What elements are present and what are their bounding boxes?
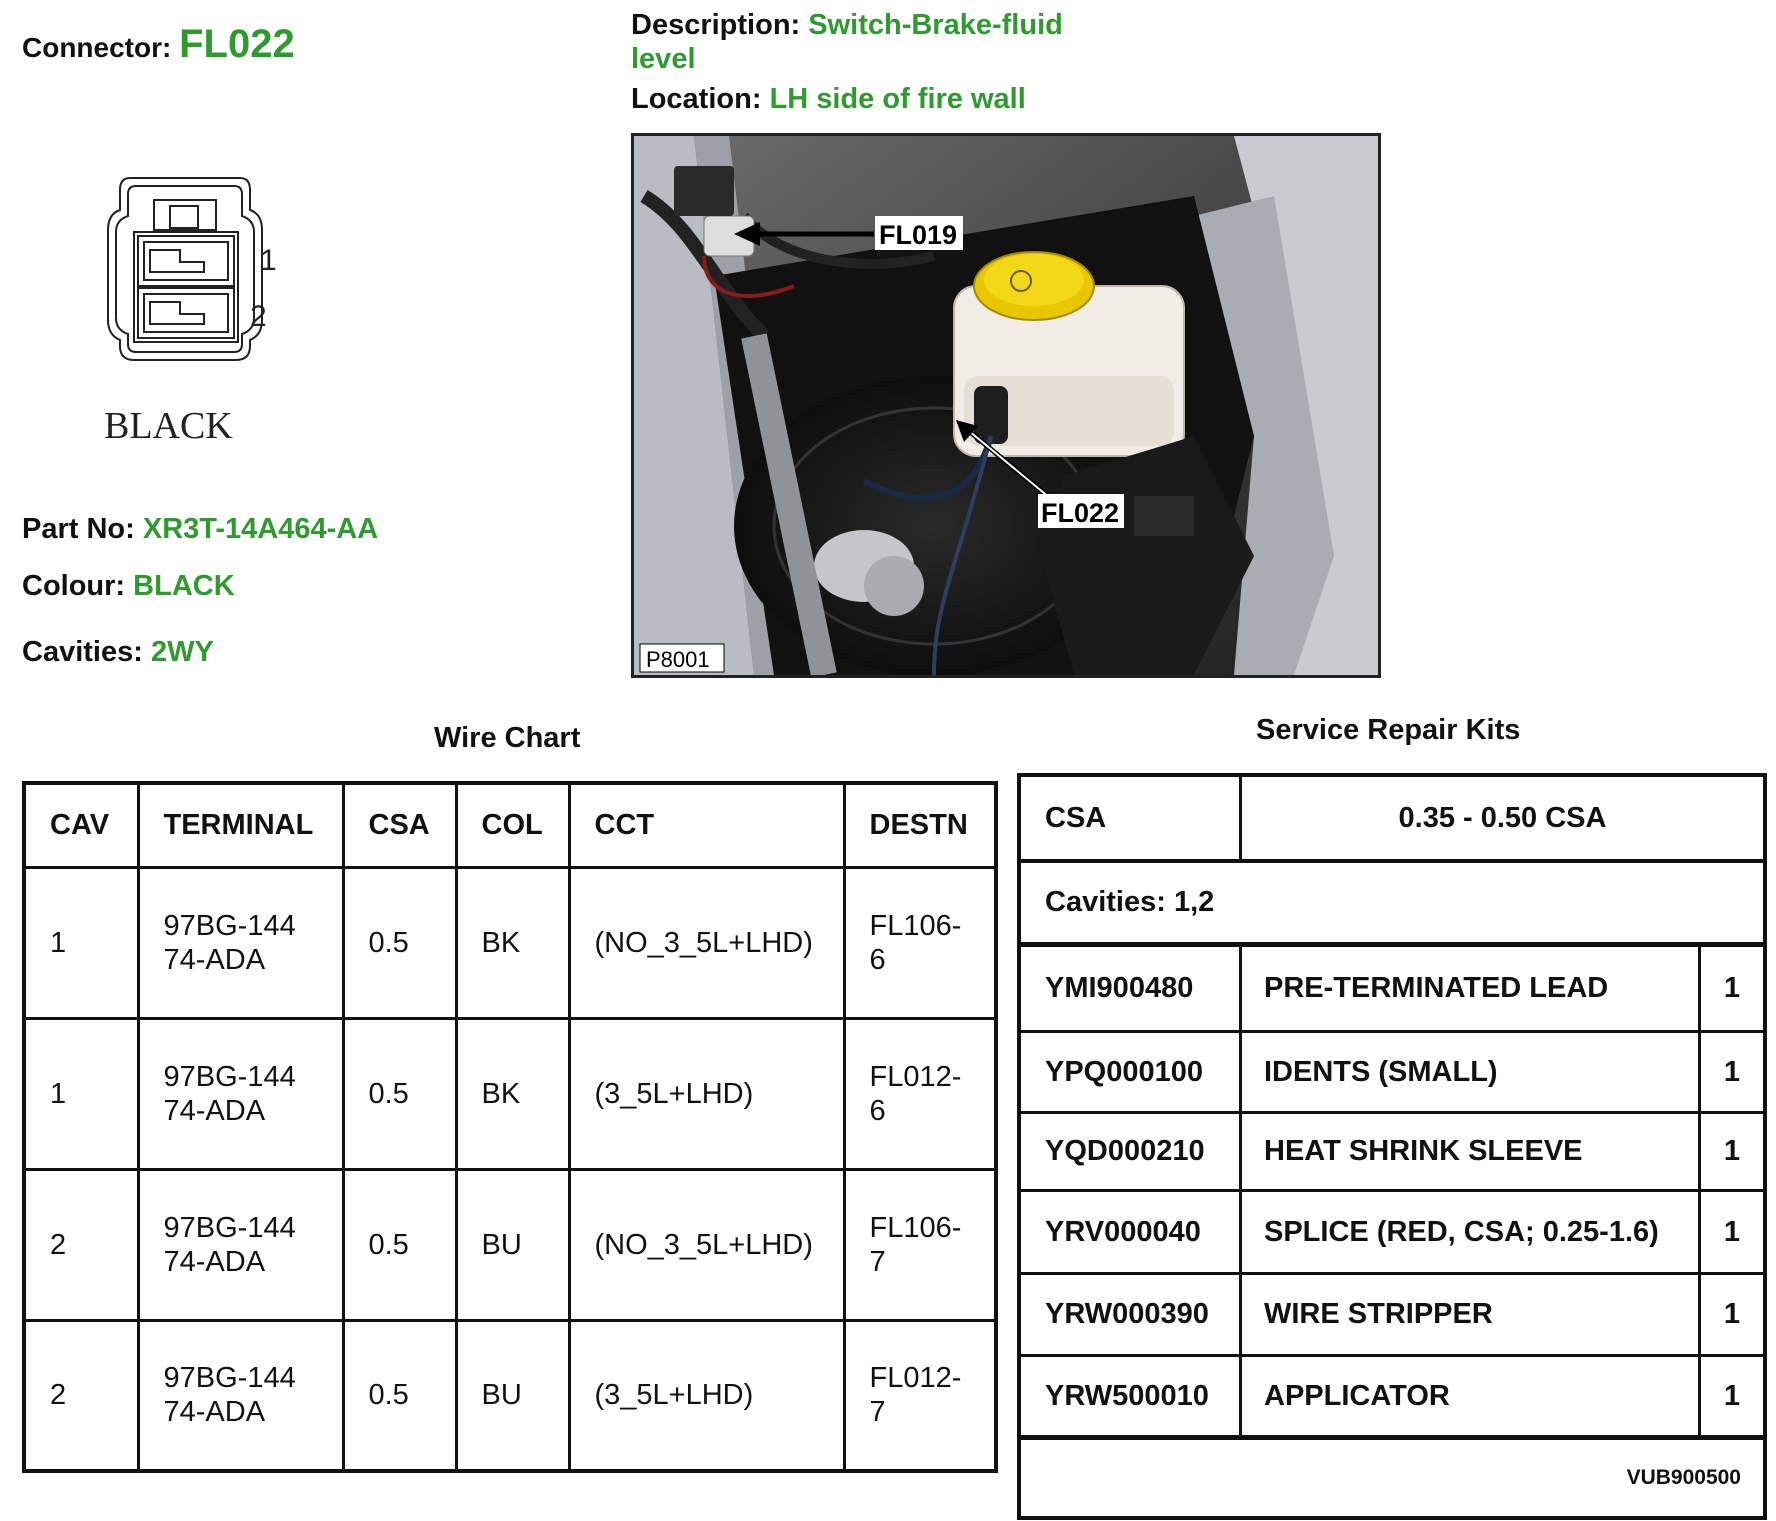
kit-code: YRV000040 bbox=[1045, 1215, 1201, 1248]
kit-description: SPLICE (RED, CSA; 0.25-1.6) bbox=[1264, 1215, 1659, 1248]
cell-csa: 0.5 bbox=[343, 1320, 456, 1471]
cell-col: BK bbox=[456, 1018, 569, 1169]
kit-code: YPQ000100 bbox=[1045, 1055, 1204, 1088]
service-kits-table bbox=[1017, 773, 1767, 1520]
column-header-destn: DESTN bbox=[844, 783, 996, 867]
kit-description: IDENTS (SMALL) bbox=[1264, 1055, 1498, 1088]
cell-col: BK bbox=[456, 867, 569, 1018]
pin-label-2: 2 bbox=[250, 300, 267, 333]
cell-col: BU bbox=[456, 1320, 569, 1471]
kit-footer bbox=[1021, 1440, 1763, 1516]
wire-chart-header-row bbox=[24, 783, 996, 867]
kit-code: YQD000210 bbox=[1045, 1135, 1205, 1167]
table-row bbox=[24, 1018, 996, 1169]
callout-label-fl019: FL019 bbox=[879, 220, 958, 250]
cell-cav: 1 bbox=[24, 1018, 138, 1169]
cell-csa: 0.5 bbox=[343, 867, 456, 1018]
kit-footer-code: VUB900500 bbox=[1626, 1466, 1741, 1489]
cavities-label: Cavities: bbox=[22, 636, 143, 668]
list-item bbox=[1021, 1033, 1763, 1111]
part-number-label: Part No: bbox=[22, 513, 135, 545]
cell-destn: FL012-7 bbox=[844, 1320, 996, 1471]
list-item bbox=[1021, 1275, 1763, 1354]
kit-code: YRW500010 bbox=[1045, 1379, 1209, 1412]
kit-description: APPLICATOR bbox=[1264, 1379, 1450, 1412]
colour-value: BLACK bbox=[133, 570, 235, 602]
cell-destn: FL106-7 bbox=[844, 1169, 996, 1320]
kit-cavities-text: Cavities: 1,2 bbox=[1045, 886, 1215, 918]
location-label: Location: bbox=[631, 83, 762, 115]
csa-range: 0.35 - 0.50 CSA bbox=[1398, 801, 1607, 834]
connector-label: Connector: bbox=[22, 32, 172, 63]
cell-destn: FL106-6 bbox=[844, 867, 996, 1018]
column-header-cct: CCT bbox=[569, 783, 844, 867]
table-row bbox=[24, 867, 996, 1018]
connector-face-diagram bbox=[100, 170, 340, 470]
location-value: LH side of fire wall bbox=[769, 83, 1026, 115]
kit-cavities-row bbox=[1021, 863, 1763, 942]
cell-cav: 2 bbox=[24, 1169, 138, 1320]
kit-quantity: 1 bbox=[1723, 1215, 1741, 1248]
kit-code: YRW000390 bbox=[1045, 1298, 1209, 1330]
colour-label: Colour: bbox=[22, 570, 126, 602]
cell-destn: FL012-6 bbox=[844, 1018, 996, 1169]
location-line bbox=[631, 83, 1026, 116]
connector-color-text: BLACK bbox=[104, 405, 233, 447]
cell-csa: 0.5 bbox=[343, 1169, 456, 1320]
service-kits-title: Service Repair Kits bbox=[1256, 714, 1521, 746]
csa-label: CSA bbox=[1045, 801, 1107, 834]
kit-description: PRE-TERMINATED LEAD bbox=[1264, 972, 1609, 1004]
description-value: Switch-Brake-fluid level bbox=[631, 9, 1063, 75]
list-item bbox=[1021, 1114, 1763, 1189]
column-header-terminal: TERMINAL bbox=[138, 783, 343, 867]
cell-cct: (NO_3_5L+LHD) bbox=[569, 1169, 844, 1320]
cell-terminal: 97BG-14474-ADA bbox=[138, 867, 343, 1018]
cell-terminal: 97BG-14474-ADA bbox=[138, 1169, 343, 1320]
description-label: Description: bbox=[631, 9, 801, 41]
cell-cct: (3_5L+LHD) bbox=[569, 1320, 844, 1471]
list-item bbox=[1021, 947, 1763, 1030]
table-row bbox=[24, 1320, 996, 1471]
location-photo bbox=[631, 133, 1381, 678]
kit-quantity: 1 bbox=[1723, 1379, 1741, 1412]
cell-cav: 2 bbox=[24, 1320, 138, 1471]
description-line bbox=[631, 8, 1101, 76]
photo-id-label: P8001 bbox=[646, 647, 710, 672]
kit-quantity: 1 bbox=[1723, 1055, 1741, 1088]
callout-label-fl022: FL022 bbox=[1041, 498, 1120, 528]
colour-line bbox=[22, 570, 235, 603]
connector-id: FL022 bbox=[179, 22, 295, 66]
kit-description: HEAT SHRINK SLEEVE bbox=[1264, 1135, 1583, 1167]
list-item bbox=[1021, 1192, 1763, 1272]
column-header-col: COL bbox=[456, 783, 569, 867]
csa-row bbox=[1021, 777, 1763, 859]
cavities-value: 2WY bbox=[150, 636, 214, 668]
kit-description: WIRE STRIPPER bbox=[1264, 1298, 1493, 1330]
wire-chart-title: Wire Chart bbox=[434, 722, 581, 754]
cell-terminal: 97BG-14474-ADA bbox=[138, 1320, 343, 1471]
cavities-line bbox=[22, 636, 214, 669]
kit-quantity: 1 bbox=[1723, 972, 1741, 1004]
cell-col: BU bbox=[456, 1169, 569, 1320]
table-row bbox=[24, 1169, 996, 1320]
cell-csa: 0.5 bbox=[343, 1018, 456, 1169]
kit-quantity: 1 bbox=[1723, 1298, 1741, 1330]
cell-terminal: 97BG-14474-ADA bbox=[138, 1018, 343, 1169]
list-item bbox=[1021, 1357, 1763, 1435]
connector-outline-icon bbox=[100, 170, 340, 470]
pin-label-1: 1 bbox=[260, 244, 277, 277]
wire-chart-table bbox=[22, 781, 998, 1473]
engine-bay-photo-illustration bbox=[634, 136, 1378, 675]
connector-heading bbox=[22, 22, 295, 67]
column-header-csa: CSA bbox=[343, 783, 456, 867]
cell-cct: (3_5L+LHD) bbox=[569, 1018, 844, 1169]
cell-cct: (NO_3_5L+LHD) bbox=[569, 867, 844, 1018]
kit-code: YMI900480 bbox=[1045, 972, 1194, 1004]
column-header-cav: CAV bbox=[24, 783, 138, 867]
part-number-value: XR3T-14A464-AA bbox=[142, 513, 379, 545]
cell-cav: 1 bbox=[24, 867, 138, 1018]
part-number-line bbox=[22, 513, 378, 546]
kit-quantity: 1 bbox=[1723, 1135, 1741, 1167]
